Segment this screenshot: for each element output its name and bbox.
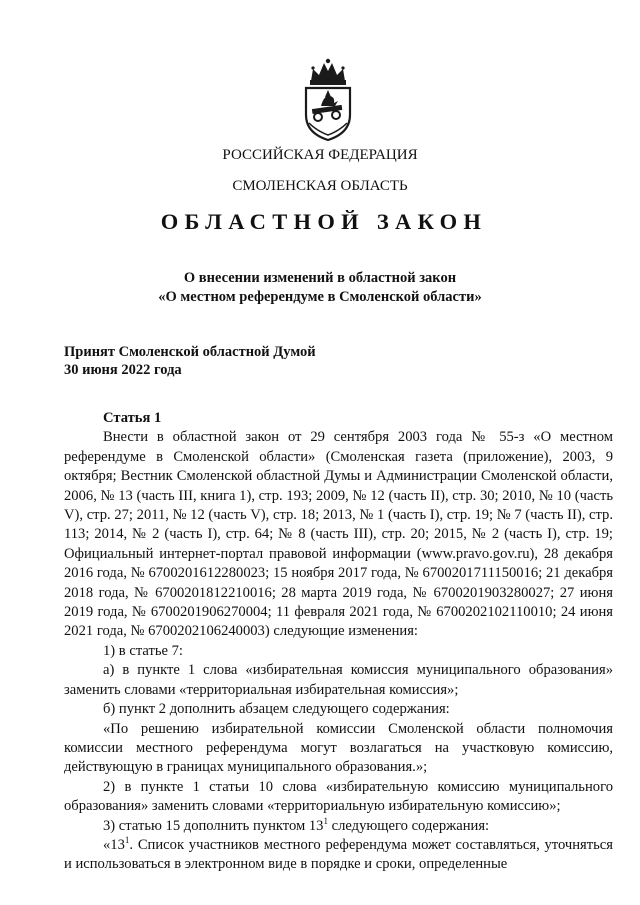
- amendment-item-2: 2) в пункте 1 статьи 10 слова «избирательную комиссию муниципального образования» заменить словами «территориальную избирательную комиссию»;: [64, 778, 613, 815]
- adoption-date: 30 июня 2022 года: [64, 362, 182, 378]
- amendment-item-1: 1) в статье 7:: [103, 642, 183, 659]
- adoption-block: [64, 343, 316, 379]
- point-13-text: . Список участников местного референдума может составляться, уточняться и использоваться в электронном виде в порядке и сроки, определенные: [64, 836, 613, 873]
- amendment-item-1b: б) пункт 2 дополнить абзацем следующего содержания:: [103, 701, 450, 718]
- point-13-label: «13: [103, 836, 125, 853]
- new-point-13-1: [64, 836, 613, 875]
- article-heading: Статья 1: [103, 410, 162, 426]
- law-subject-line-1: О внесении изменений в областной закон: [183, 270, 457, 286]
- document-type-title: ОБЛАСТНОЙ ЗАКОН: [160, 209, 488, 234]
- item-3-superscript: 1: [323, 815, 328, 826]
- region-title: СМОЛЕНСКАЯ ОБЛАСТЬ: [232, 178, 408, 194]
- amendment-item-3: [64, 817, 613, 836]
- item-3-text-end: следующего содержания:: [327, 817, 490, 834]
- amendment-item-1a: а) в пункте 1 слова «избирательная комиссия муниципального образования» заменить словами «территориальная избирательная комиссия»;: [64, 662, 613, 698]
- federation-title: РОССИЙСКАЯ ФЕДЕРАЦИЯ: [222, 147, 418, 163]
- law-subject-line-2: «О местном референдуме в Смоленской области»: [158, 289, 482, 305]
- article-1-body: [64, 409, 613, 875]
- smolensk-coat-of-arms-icon: [297, 57, 359, 143]
- amendment-quote: «По решению избирательной комиссии Смоленской области полномочия комиссии местного референдума могут возлагаться на участковую комиссию, действующую в границах муниципального образования.»;: [64, 720, 613, 776]
- article-intro-paragraph: Внести в областной закон от 29 сентября 2003 года № 55-з «О местном референдуме в Смоленской области» (Смоленская газета (приложение), 2003, 9 октября; Вестник Смоленской областной Думы и Администрации Смоленской области, 2006, № 13 (часть III, книга 1), стр. 193; 2009, № 12 (часть II), стр. 30; 2010, № 10 (часть V), стр. 27; 2011, № 12 (часть V), стр. 18; 2013, № 1 (часть I), стр. 19; № 7 (часть II), стр. 113; 2014, № 2 (часть I), стр. 64; № 8 (часть III), стр. 20; 2015, № 2 (часть I), стр. 19; Официальный интернет-портал правовой информации (www.pravo.gov.ru), 28 декабря 2016 года, № 6700201612280023; 15 ноября 2017 года, № 6700201711150016; 21 декабря 2018 года, № 6700201812210016; 28 марта 2019 года, № 6700201903280027; 27 июня 2019 года, № 6700201906270004; 11 февраля 2021 года, № 6700202102110010; 24 июня 2021 года, № 6700202106240003) следующие изменения:: [64, 429, 613, 640]
- adoption-body: Принят Смоленской областной Думой: [64, 344, 316, 360]
- item-3-text: 3) статью 15 дополнить пунктом 13: [103, 817, 324, 834]
- point-13-superscript: 1: [124, 834, 130, 845]
